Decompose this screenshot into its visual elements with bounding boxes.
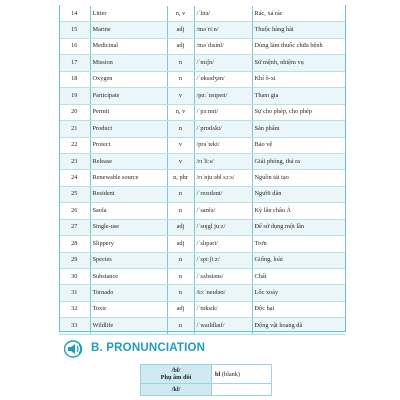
part-of-speech-cell: n, phr	[167, 170, 194, 186]
value-sound: bl	[215, 370, 221, 378]
meaning-cell: Bảo vệ	[252, 137, 345, 153]
table-row	[59, 104, 345, 120]
ipa-cell: /ˈpɜːmɪt/	[194, 104, 252, 120]
part-of-speech-cell: adj	[167, 236, 194, 252]
table-row	[59, 121, 345, 137]
word-cell: Species	[90, 252, 167, 268]
row-number: 21	[59, 121, 90, 137]
meaning-cell: Sứ mệnh, nhiệm vụ	[252, 55, 345, 71]
table-row	[59, 269, 345, 285]
ipa-cell: /rɪˈliːs/	[194, 153, 252, 169]
ipa-cell: /ˈslɪpəri/	[194, 236, 252, 252]
word-cell: Tornado	[90, 285, 167, 301]
meaning-cell: Người dân	[252, 186, 345, 202]
meaning-cell: Động vật hoang dã	[252, 318, 345, 334]
pronunciation-head-cell	[141, 365, 212, 384]
row-number: 31	[59, 285, 90, 301]
part-of-speech-cell: n	[167, 285, 194, 301]
word-cell: Litter	[90, 6, 167, 22]
meaning-cell: Kỳ lân châu Á	[252, 203, 345, 219]
word-cell: Oxygen	[90, 71, 167, 87]
part-of-speech-cell: n	[167, 186, 194, 202]
ipa-cell: /ˈɒksɪdʒən/	[194, 71, 252, 87]
meaning-cell: Sản phẩm	[252, 121, 345, 137]
part-of-speech-cell: n	[167, 121, 194, 137]
ipa-cell: /ˈtɒksɪk/	[194, 301, 252, 317]
row-number: 19	[59, 88, 90, 104]
word-cell: Renewable source	[90, 170, 167, 186]
word-cell: Single-use	[90, 219, 167, 235]
pronunciation-table	[140, 364, 272, 396]
word-cell: Protect	[90, 137, 167, 153]
ipa-cell: /ˈsʌbstəns/	[194, 269, 252, 285]
ipa-cell: /ˈsɪŋgl juːz/	[194, 219, 252, 235]
row-number: 30	[59, 269, 90, 285]
meaning-cell: Tham gia	[252, 88, 345, 104]
meaning-cell: Để sử dụng một lần	[252, 219, 345, 235]
part-of-speech-cell: v	[167, 88, 194, 104]
meaning-cell: Sự cho phép, cho phép	[252, 104, 345, 120]
ipa-cell: /rɪˈnjuːəbl sɔːs/	[194, 170, 252, 186]
ipa-cell: /məˈdɪsɪnl/	[194, 38, 252, 54]
word-cell: Release	[90, 153, 167, 169]
row-number: 24	[59, 170, 90, 186]
word-cell: Mission	[90, 55, 167, 71]
meaning-cell: Giải phóng, thả ra	[252, 153, 345, 169]
part-of-speech-cell: adj	[167, 22, 194, 38]
word-cell: Permit	[90, 104, 167, 120]
row-number: 32	[59, 301, 90, 317]
part-of-speech-cell: v	[167, 137, 194, 153]
part-of-speech-cell: n, v	[167, 6, 194, 22]
row-number: 26	[59, 203, 90, 219]
table-row	[59, 285, 345, 301]
row-number: 20	[59, 104, 90, 120]
row-number: 23	[59, 153, 90, 169]
part-of-speech-cell: n	[167, 55, 194, 71]
meaning-cell: Chất	[252, 269, 345, 285]
ipa-cell: /ˈspiːʃiːz/	[194, 252, 252, 268]
table-row	[59, 6, 345, 22]
row-number: 17	[59, 55, 90, 71]
pronunciation-value-cell	[212, 384, 272, 396]
ipa-cell: /ˈlɪtə/	[194, 6, 252, 22]
part-of-speech-cell: adj	[167, 38, 194, 54]
ipa-cell: /məˈriːn/	[194, 22, 252, 38]
table-row	[59, 137, 345, 153]
value-note: (blank)	[220, 370, 241, 378]
row-number: 22	[59, 137, 90, 153]
table-row	[59, 38, 345, 54]
row-number: 15	[59, 22, 90, 38]
ipa-cell: /ˈsaʊlə/	[194, 203, 252, 219]
table-row	[59, 55, 345, 71]
word-cell: Participate	[90, 88, 167, 104]
table-row	[59, 153, 345, 169]
word-cell: Product	[90, 121, 167, 137]
row-number: 14	[59, 6, 90, 22]
meaning-cell: Dùng làm thuốc chữa bệnh	[252, 38, 345, 54]
row-number: 16	[59, 38, 90, 54]
table-row	[59, 186, 345, 202]
table-row	[59, 219, 345, 235]
vocabulary-table-body	[59, 6, 345, 334]
vocabulary-table	[59, 6, 345, 335]
part-of-speech-cell: n	[167, 252, 194, 268]
word-cell: Marine	[90, 22, 167, 38]
ipa-cell: /prəˈtekt/	[194, 137, 252, 153]
table-row	[59, 203, 345, 219]
table-row	[59, 22, 345, 38]
word-cell: Slippery	[90, 236, 167, 252]
word-cell: Saola	[90, 203, 167, 219]
table-row	[59, 88, 345, 104]
part-of-speech-cell: n, v	[167, 104, 194, 120]
ipa-cell: /ˈprɒdʌkt/	[194, 121, 252, 137]
meaning-cell: Khí ô-xi	[252, 71, 345, 87]
part-of-speech-cell: n	[167, 318, 194, 334]
word-cell: Medicinal	[90, 38, 167, 54]
meaning-cell: Trơn	[252, 236, 345, 252]
part-of-speech-cell: adj	[167, 301, 194, 317]
ipa-cell: /ˈrezɪdənt/	[194, 186, 252, 202]
sound-category: Phụ âm đôi	[160, 374, 192, 381]
table-row	[59, 301, 345, 317]
word-cell: Substance	[90, 269, 167, 285]
part-of-speech-cell: adj	[167, 219, 194, 235]
word-cell: Resident	[90, 186, 167, 202]
word-cell: Toxic	[90, 301, 167, 317]
row-number: 29	[59, 252, 90, 268]
pronunciation-row	[141, 365, 272, 384]
meaning-cell: Độc hại	[252, 301, 345, 317]
ipa-cell: /tɔːˈneɪdəʊ/	[194, 285, 252, 301]
table-row	[59, 318, 345, 334]
ipa-cell: /pɑːˈtɪsɪpeɪt/	[194, 88, 252, 104]
table-row	[59, 170, 345, 186]
row-number: 28	[59, 236, 90, 252]
table-row	[59, 252, 345, 268]
part-of-speech-cell: n	[167, 203, 194, 219]
pronunciation-row	[141, 384, 272, 396]
word-cell: Wildlife	[90, 318, 167, 334]
ipa-cell: /ˈmɪʃn/	[194, 55, 252, 71]
pronunciation-value-cell	[212, 365, 272, 384]
speaker-icon	[64, 340, 84, 358]
row-number: 25	[59, 186, 90, 202]
row-number: 18	[59, 71, 90, 87]
part-of-speech-cell: v	[167, 153, 194, 169]
meaning-cell: Rác, xả rác	[252, 6, 345, 22]
meaning-cell: Thuộc hàng hải	[252, 22, 345, 38]
part-of-speech-cell: n	[167, 71, 194, 87]
part-of-speech-cell: n	[167, 269, 194, 285]
sound-label: /kl/	[141, 384, 212, 396]
sound-label: /bl/	[171, 367, 181, 374]
table-row	[59, 236, 345, 252]
meaning-cell: Nguồn tái tạo	[252, 170, 345, 186]
section-title: B. PRONUNCIATION	[91, 342, 206, 354]
ipa-cell: /ˈwaɪldlaɪf/	[194, 318, 252, 334]
table-row	[59, 71, 345, 87]
meaning-cell: Giống, loài	[252, 252, 345, 268]
meaning-cell: Lốc xoáy	[252, 285, 345, 301]
row-number: 33	[59, 318, 90, 334]
row-number: 27	[59, 219, 90, 235]
